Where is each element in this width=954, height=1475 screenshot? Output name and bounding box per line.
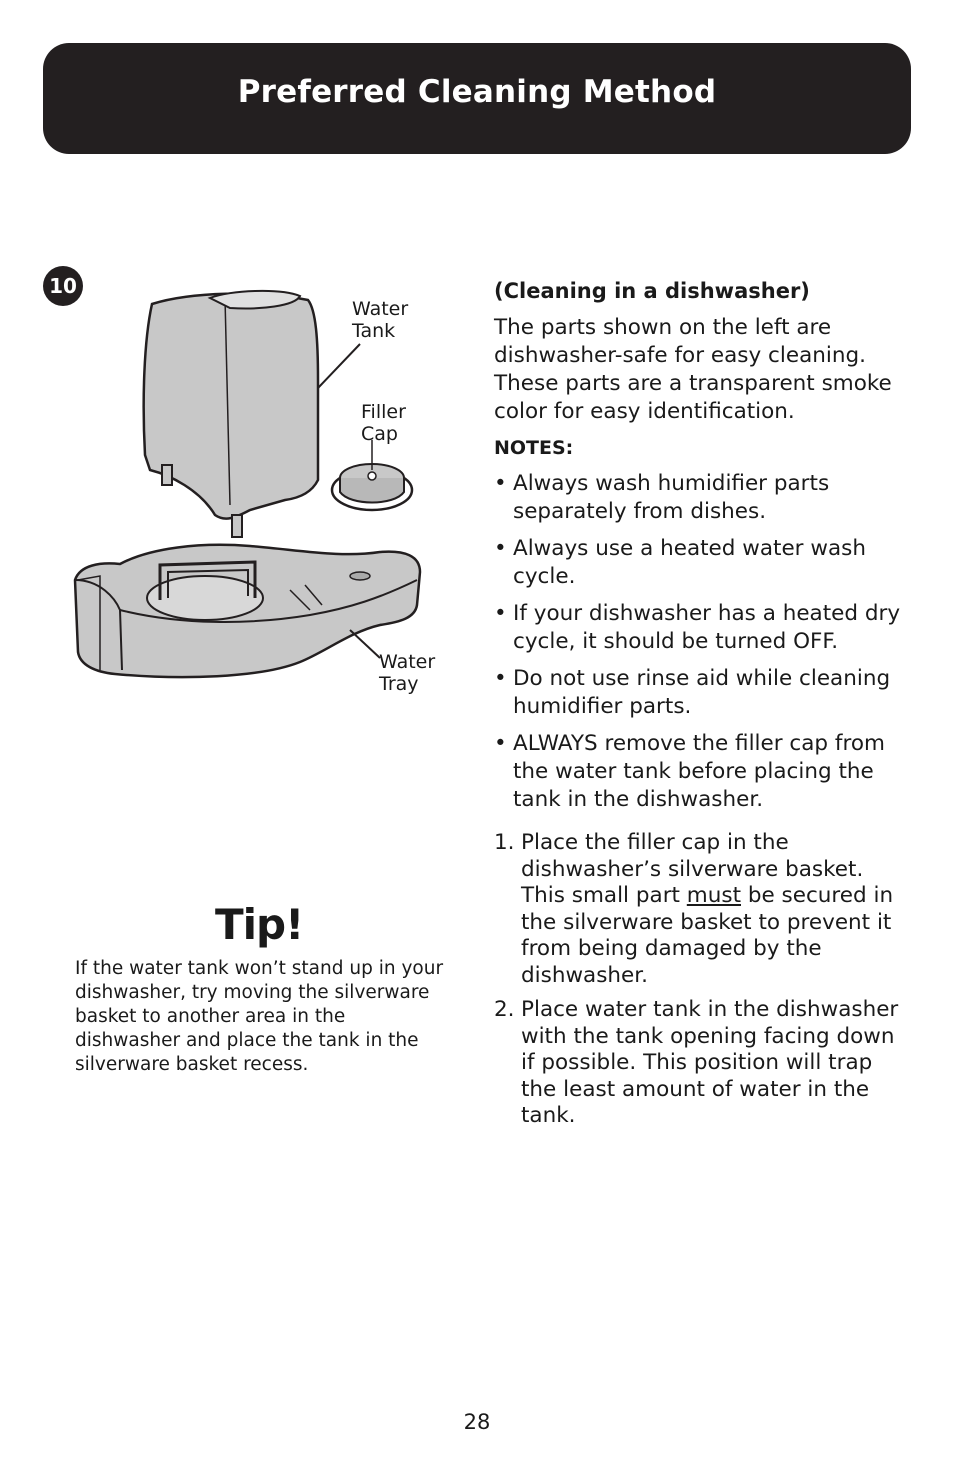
- filler-cap-drawing: [332, 440, 412, 510]
- notes-list: [494, 470, 904, 814]
- step-number-badge: 10: [43, 266, 83, 306]
- step-number: 1.: [494, 830, 515, 855]
- water-tray-label-line2: Tray: [379, 673, 419, 695]
- step-text: Place water tank in the dishwasher with the tank opening facing down if possible. This position will trap the least amount of water in the tank.: [521, 997, 899, 1128]
- water-tank-drawing: [144, 291, 360, 537]
- cleaning-intro: The parts shown on the left are dishwasher-safe for easy cleaning. These parts are a transparent smoke color for easy identification.: [494, 315, 892, 424]
- water-tray-label-line1: Water: [379, 651, 436, 673]
- parts-illustration: [60, 280, 460, 700]
- step-item: [494, 830, 904, 989]
- water-tank-label-line1: Water: [352, 298, 409, 320]
- note-item: • Always use a heated water wash cycle.: [494, 535, 904, 591]
- filler-cap-label-line2: Cap: [361, 423, 398, 445]
- cleaning-subhead: (Cleaning in a dishwasher): [494, 279, 810, 303]
- cleaning-instructions: [494, 276, 904, 1138]
- tip-title: Tip!: [215, 900, 304, 949]
- notes-label: NOTES:: [494, 437, 574, 459]
- step-number: 2.: [494, 997, 515, 1022]
- filler-cap-label-line1: Filler: [361, 401, 406, 423]
- page-number: 28: [463, 1410, 491, 1434]
- step-emphasis: must: [686, 883, 741, 908]
- water-tray-label: [379, 651, 469, 695]
- water-tank-label: [352, 298, 442, 342]
- note-item: • If your dishwasher has a heated dry cycle, it should be turned OFF.: [494, 600, 904, 656]
- steps-list: [494, 830, 904, 1130]
- note-item: • Always wash humidifier parts separately from dishes.: [494, 470, 904, 526]
- water-tank-label-line2: Tank: [352, 320, 396, 342]
- note-item: • ALWAYS remove the filler cap from the water tank before placing the tank in the dishwasher.: [494, 730, 904, 814]
- step-text-before: Place the filler cap in the dishwasher’s silverware basket. This small part: [521, 830, 864, 908]
- note-item: • Do not use rinse aid while cleaning humidifier parts.: [494, 665, 904, 721]
- tip-text: If the water tank won’t stand up in your dishwasher, try moving the silverware basket to another area in the dishwasher and place the tank in the silverware basket recess.: [75, 958, 444, 1075]
- step-text-after: be secured in the silverware basket to prevent it from being damaged by the dishwasher.: [521, 883, 894, 988]
- step-item: [494, 997, 904, 1130]
- page-title: Preferred Cleaning Method: [237, 74, 717, 110]
- water-tray-drawing: [75, 545, 420, 677]
- filler-cap-label: [361, 401, 451, 445]
- humidifier-parts-drawing: [60, 280, 460, 700]
